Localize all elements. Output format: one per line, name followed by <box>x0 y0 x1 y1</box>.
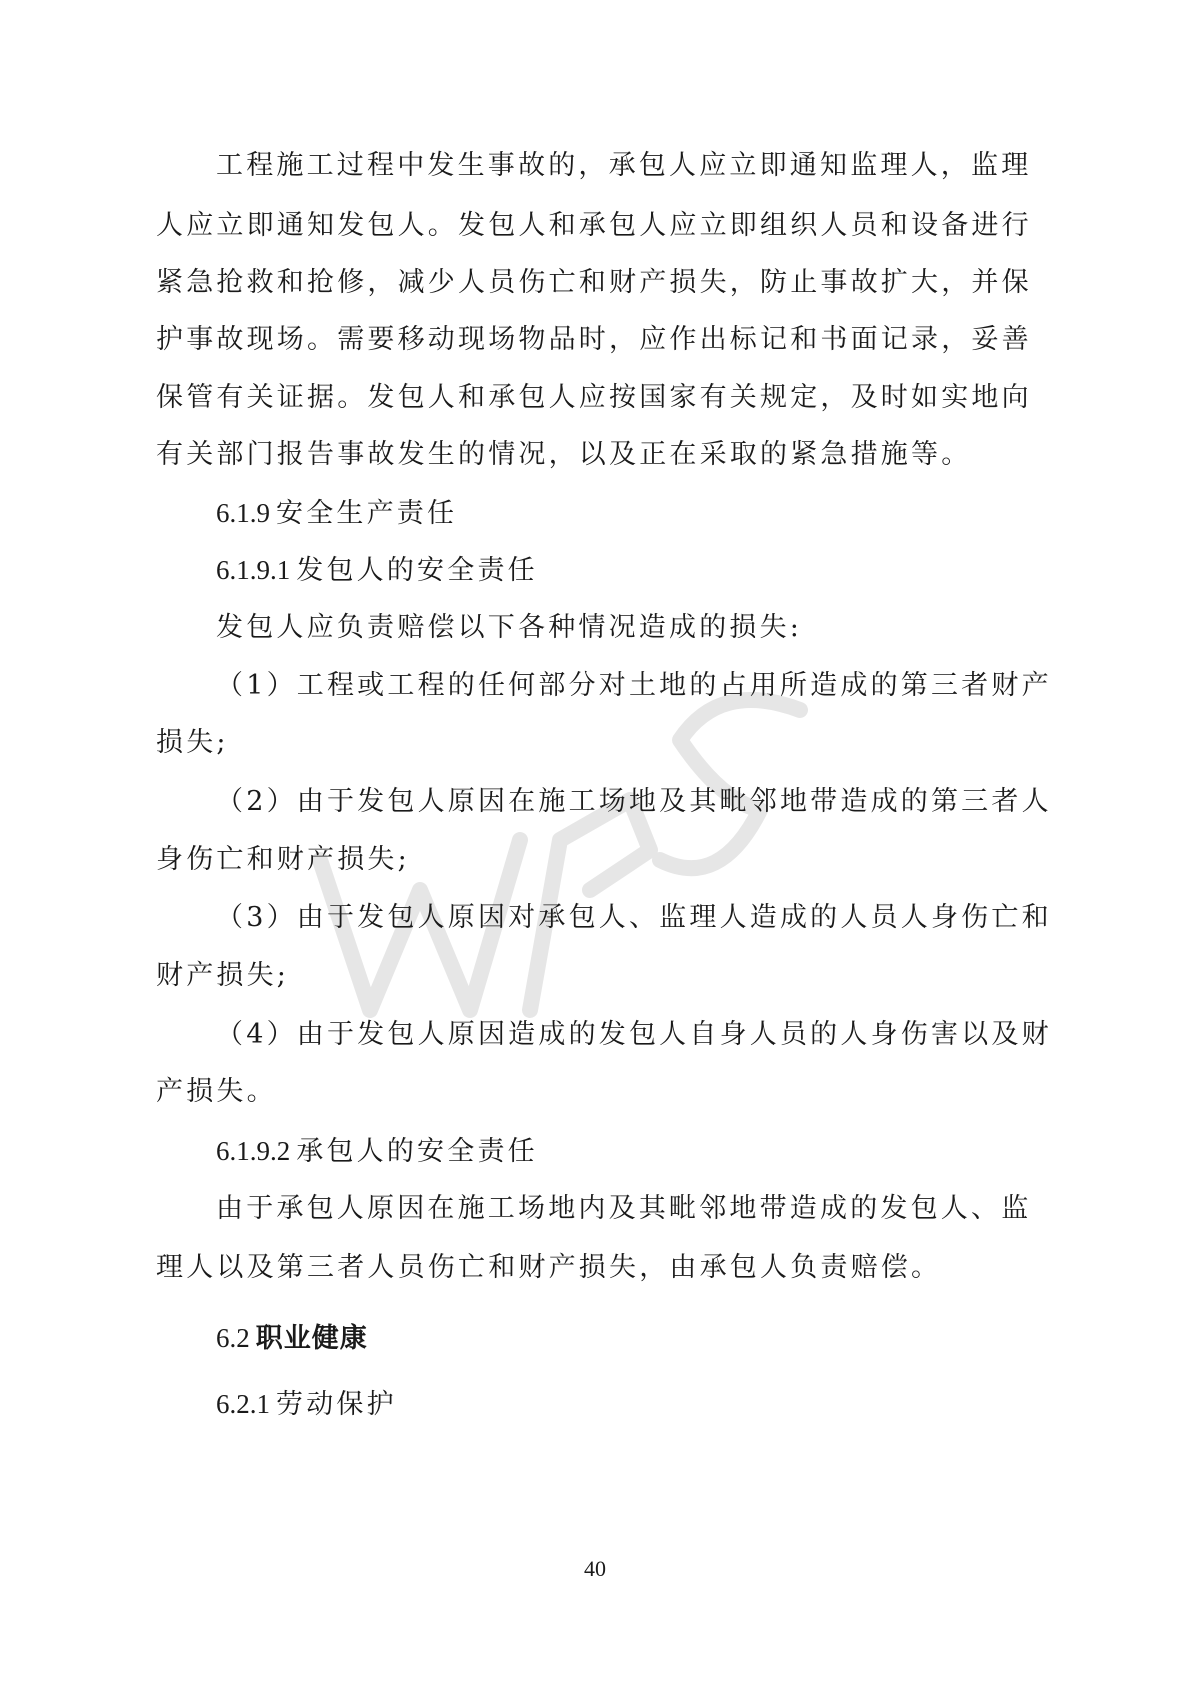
page-number: 40 <box>584 1556 606 1581</box>
paragraph-line: 工程施工过程中发生事故的，承包人应立即通知监理人，监理 <box>216 150 1032 181</box>
paragraph-line: 理人以及第三者人员伤亡和财产损失，由承包人负责赔偿。 <box>156 1252 942 1283</box>
section-title: 职业健康 <box>255 1323 368 1354</box>
paragraph-line: 人应立即通知发包人。发包人和承包人应立即组织人员和设备进行 <box>156 210 1032 241</box>
section-number: 6.1.9.2 <box>216 1136 291 1166</box>
section-heading-6-1-9 <box>216 495 1096 532</box>
paragraph-line: 保管有关证据。发包人和承包人应按国家有关规定，及时如实地向 <box>156 382 1032 413</box>
paragraph-line: 紧急抢救和抢修，减少人员伤亡和财产损失，防止事故扩大，并保 <box>156 267 1032 298</box>
section-title: 劳动保护 <box>276 1389 397 1420</box>
section-heading-6-1-9-2 <box>216 1133 1096 1170</box>
list-item-line: 身伤亡和财产损失; <box>156 844 410 875</box>
section-title: 发包人的安全责任 <box>296 555 538 586</box>
section-number: 6.2 <box>216 1323 250 1353</box>
list-item-line: （1）工程或工程的任何部分对土地的占用所造成的第三者财产 <box>216 670 1052 701</box>
section-number: 6.1.9 <box>216 498 270 528</box>
list-item-line: （2）由于发包人原因在施工场地及其毗邻地带造成的第三者人 <box>216 786 1052 817</box>
list-item-line: 财产损失; <box>156 960 290 991</box>
paragraph-line: 由于承包人原因在施工场地内及其毗邻地带造成的发包人、监 <box>216 1193 1032 1224</box>
section-title: 安全生产责任 <box>276 498 458 529</box>
section-heading-6-1-9-1 <box>216 552 1096 589</box>
section-heading-6-2 <box>216 1320 1096 1357</box>
paragraph-line: 护事故现场。需要移动现场物品时，应作出标记和书面记录，妥善 <box>156 324 1032 355</box>
section-heading-6-2-1 <box>216 1386 1096 1423</box>
section-number: 6.2.1 <box>216 1389 270 1419</box>
section-number: 6.1.9.1 <box>216 555 291 585</box>
section-title: 承包人的安全责任 <box>296 1136 538 1167</box>
paragraph-line: 发包人应负责赔偿以下各种情况造成的损失: <box>216 612 803 643</box>
list-item-line: （4）由于发包人原因造成的发包人自身人员的人身伤害以及财 <box>216 1019 1052 1050</box>
list-item-line: 损失; <box>156 727 229 758</box>
list-item-line: 产损失。 <box>156 1076 277 1107</box>
paragraph-line: 有关部门报告事故发生的情况，以及正在采取的紧急措施等。 <box>156 439 972 470</box>
list-item-line: （3）由于发包人原因对承包人、监理人造成的人员人身伤亡和 <box>216 902 1052 933</box>
